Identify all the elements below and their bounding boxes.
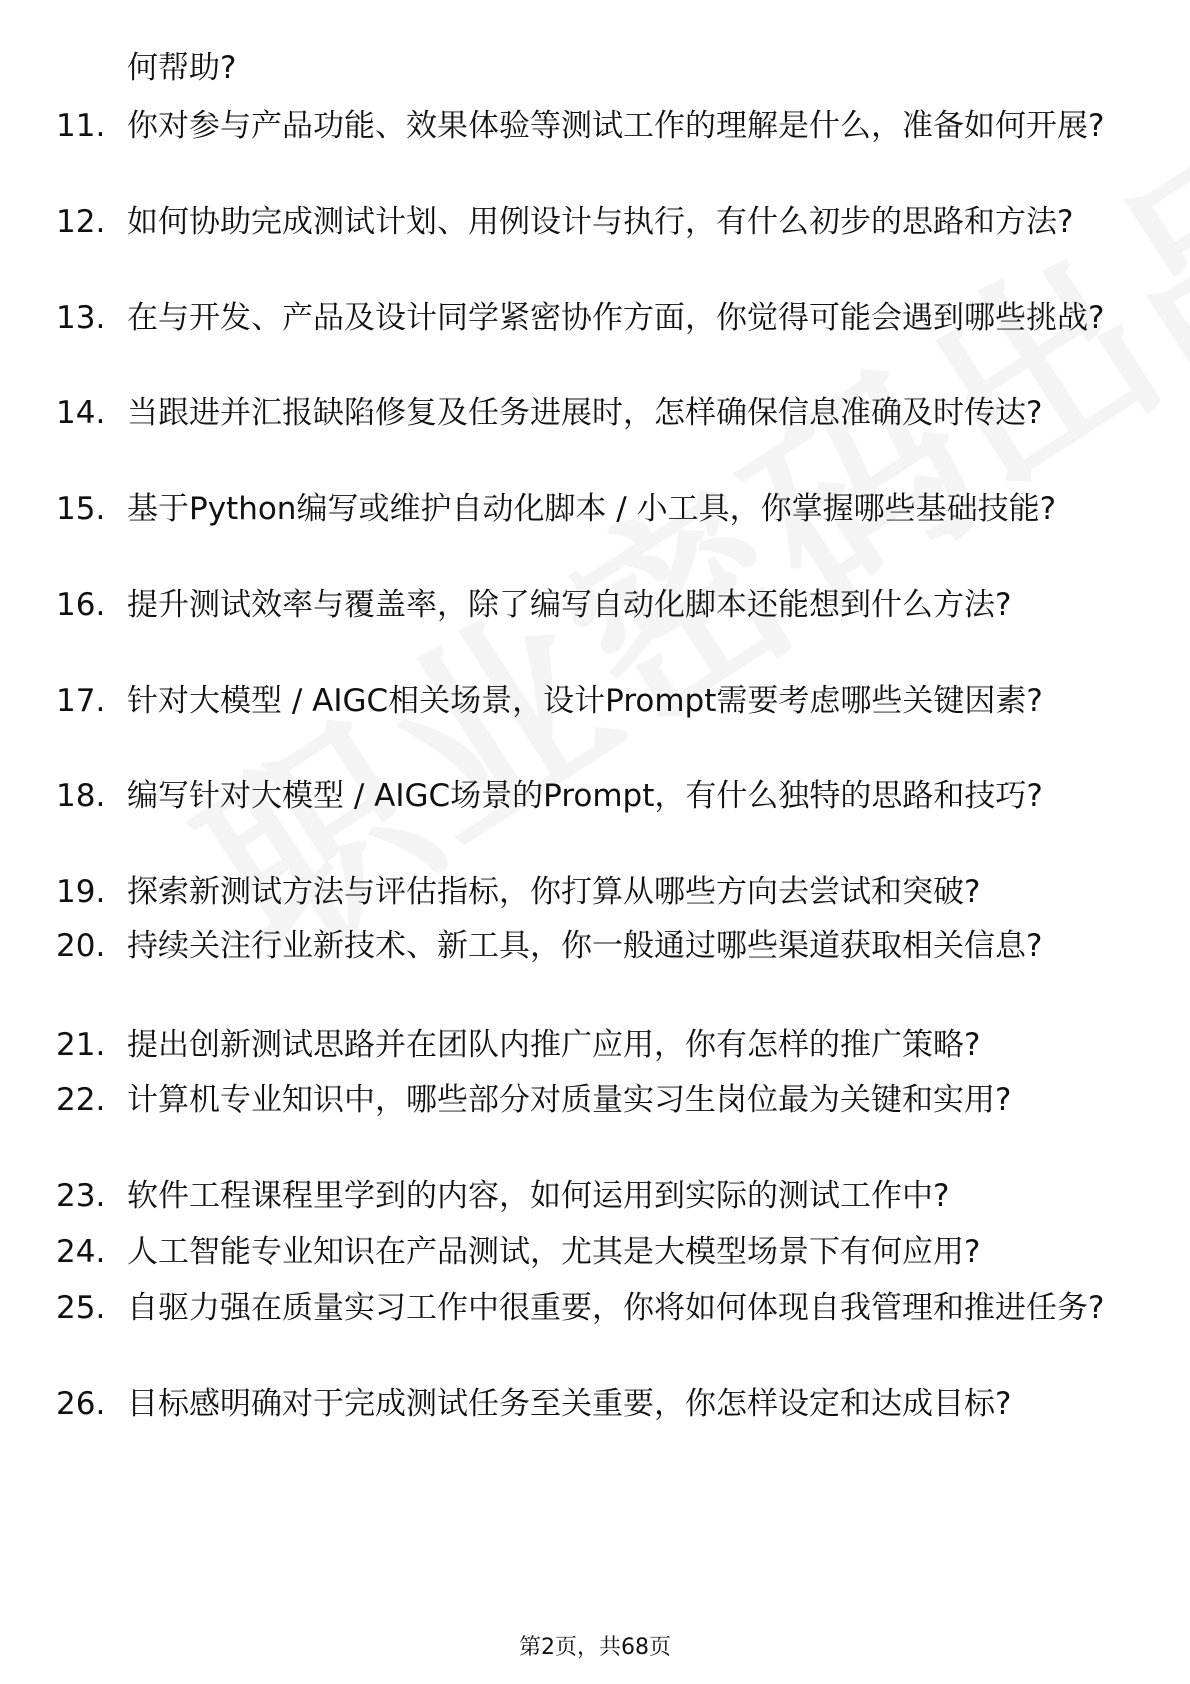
question-number: 24. — [56, 1234, 106, 1270]
question-number: 20. — [56, 928, 106, 964]
question-text: 软件工程课程里学到的内容，如何运用到实际的测试工作中? — [127, 1178, 950, 1214]
question-text: 你对参与产品功能、效果体验等测试工作的理解是什么，准备如何开展? — [127, 108, 1105, 144]
question-number: 26. — [56, 1386, 106, 1422]
question-text: 目标感明确对于完成测试任务至关重要，你怎样设定和达成目标? — [127, 1386, 1012, 1422]
question-number: 11. — [56, 108, 106, 144]
question-number: 23. — [56, 1178, 106, 1214]
question-number: 19. — [56, 874, 106, 910]
question-number: 12. — [56, 204, 106, 240]
question-text: 持续关注行业新技术、新工具，你一般通过哪些渠道获取相关信息? — [127, 928, 1043, 964]
page-footer: 第2页，共68页 — [519, 1635, 671, 1660]
question-number: 17. — [56, 683, 106, 719]
question-number: 15. — [56, 491, 106, 527]
watermark — [140, 54, 1190, 1013]
question-text: 当跟进并汇报缺陷修复及任务进展时，怎样确保信息准确及时传达? — [127, 395, 1043, 431]
question-text: 提升测试效率与覆盖率，除了编写自动化脚本还能想到什么方法? — [127, 587, 1012, 623]
question-number: 13. — [56, 300, 106, 336]
question-text: 计算机专业知识中，哪些部分对质量实习生岗位最为关键和实用? — [127, 1082, 1012, 1118]
question-text: 如何协助完成测试计划、用例设计与执行，有什么初步的思路和方法? — [127, 204, 1074, 240]
question-text: 提出创新测试思路并在团队内推广应用，你有怎样的推广策略? — [127, 1027, 981, 1063]
question-continuation: 何帮助? — [127, 50, 237, 86]
question-text: 探索新测试方法与评估指标，你打算从哪些方向去尝试和突破? — [127, 874, 981, 910]
question-text: 基于Python编写或维护自动化脚本 / 小工具，你掌握哪些基础技能? — [127, 491, 1057, 527]
question-number: 21. — [56, 1027, 106, 1063]
question-text: 人工智能专业知识在产品测试，尤其是大模型场景下有何应用? — [127, 1234, 981, 1270]
question-number: 14. — [56, 395, 106, 431]
question-text: 针对大模型 / AIGC相关场景，设计Prompt需要考虑哪些关键因素? — [127, 683, 1043, 719]
question-text: 自驱力强在质量实习工作中很重要，你将如何体现自我管理和推进任务? — [127, 1290, 1105, 1326]
question-number: 16. — [56, 587, 106, 623]
question-number: 25. — [56, 1290, 106, 1326]
question-text: 编写针对大模型 / AIGC场景的Prompt，有什么独特的思路和技巧? — [127, 778, 1043, 814]
question-number: 22. — [56, 1082, 106, 1118]
question-number: 18. — [56, 778, 106, 814]
question-text: 在与开发、产品及设计同学紧密协作方面，你觉得可能会遇到哪些挑战? — [127, 300, 1105, 336]
